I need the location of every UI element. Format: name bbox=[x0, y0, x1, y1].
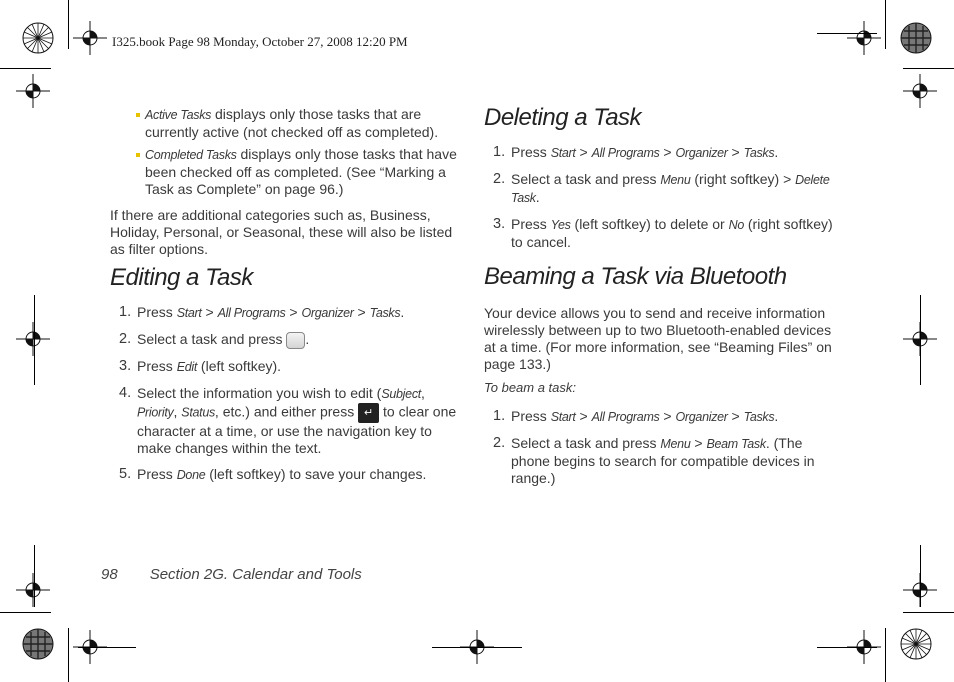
registration-mark-icon bbox=[16, 322, 50, 356]
menu-term: Priority bbox=[137, 405, 174, 420]
step-number: 5. bbox=[119, 465, 132, 482]
registration-mark-icon bbox=[847, 21, 881, 55]
menu-term: Subject bbox=[381, 386, 421, 401]
ok-key-icon bbox=[286, 332, 305, 349]
step-number: 3. bbox=[119, 357, 132, 374]
bullet-square-icon bbox=[136, 153, 140, 157]
step-text: . bbox=[774, 408, 779, 424]
step bbox=[484, 408, 836, 426]
menu-term: Beam Task bbox=[706, 437, 766, 451]
step-number: 2. bbox=[119, 331, 132, 347]
step-text: Press bbox=[137, 357, 177, 374]
step bbox=[484, 216, 836, 251]
menu-term: Edit bbox=[176, 359, 198, 374]
page-footer bbox=[101, 566, 362, 583]
step-text: . bbox=[535, 189, 540, 205]
step-text: (right softkey) to cancel. bbox=[511, 216, 833, 250]
bullet-completed-tasks bbox=[110, 146, 460, 198]
menu-term: Menu bbox=[660, 437, 691, 451]
step-text: Select the information you wish to edit ( bbox=[137, 384, 382, 401]
separator: > bbox=[659, 408, 676, 424]
crop-mark bbox=[885, 0, 886, 49]
menu-term: Organizer bbox=[675, 146, 728, 160]
step bbox=[110, 385, 460, 457]
left-column bbox=[110, 106, 460, 493]
step bbox=[484, 171, 836, 207]
crop-mark bbox=[0, 68, 51, 69]
step-text: Press bbox=[137, 304, 177, 320]
step-text: , etc.) and either press bbox=[214, 403, 359, 420]
bullet-text: displays only those tasks that have been checked off as completed. (See “Marking a Task as Complete” on page 96.) bbox=[145, 146, 457, 197]
step bbox=[110, 358, 460, 376]
heading-editing-task: Editing a Task bbox=[110, 264, 253, 291]
page-number: 98 bbox=[101, 566, 118, 583]
menu-term: Organizer bbox=[301, 306, 354, 320]
step-text: Press bbox=[137, 465, 177, 482]
bullet-text: displays only those tasks that are currently active (not checked off as completed). bbox=[145, 106, 439, 140]
step bbox=[484, 435, 836, 487]
step-number: 3. bbox=[493, 216, 506, 232]
heading-deleting-task: Deleting a Task bbox=[484, 104, 642, 131]
step-text: Press bbox=[511, 408, 551, 424]
density-patch-icon bbox=[22, 628, 54, 660]
procedure-subhead: To beam a task: bbox=[484, 380, 577, 395]
step-text: , bbox=[173, 403, 182, 420]
separator: > bbox=[659, 144, 676, 160]
step-text: Select a task and press bbox=[511, 435, 661, 451]
step-text: (left softkey) to save your changes. bbox=[205, 465, 427, 482]
separator: > bbox=[727, 144, 744, 160]
color-wheel-icon bbox=[22, 22, 54, 54]
step bbox=[110, 331, 460, 349]
step-text: (left softkey) to delete or bbox=[570, 216, 729, 232]
menu-term: All Programs bbox=[591, 410, 660, 424]
section-title: Section 2G. Calendar and Tools bbox=[149, 566, 362, 583]
menu-term: Status bbox=[181, 405, 215, 420]
step-number: 1. bbox=[493, 144, 506, 160]
density-patch-icon bbox=[900, 22, 932, 54]
step-number: 2. bbox=[493, 435, 506, 451]
menu-term: Delete Task bbox=[511, 173, 830, 205]
filter-paragraph: If there are additional categories such as, Business, Holiday, Personal, or Seasonal, these will also be listed as filter options. bbox=[110, 207, 453, 257]
step-text: . bbox=[400, 304, 405, 320]
menu-term: Done bbox=[176, 467, 206, 482]
step-number: 4. bbox=[119, 384, 132, 401]
step-text: , bbox=[420, 384, 425, 401]
menu-term: Menu bbox=[660, 173, 691, 187]
step-number: 1. bbox=[119, 304, 132, 320]
menu-term: All Programs bbox=[217, 306, 286, 320]
bluetooth-paragraph: Your device allows you to send and receive information wirelessly between up to two Bluetooth-enabled devices at a time. (For more information, see “Beaming Files” on page 133.) bbox=[484, 305, 832, 372]
menu-term: Tasks bbox=[369, 306, 401, 320]
menu-term: Tasks bbox=[743, 146, 775, 160]
crop-mark bbox=[432, 647, 522, 648]
step bbox=[484, 144, 836, 162]
separator: > bbox=[727, 408, 744, 424]
separator: > bbox=[575, 408, 592, 424]
step bbox=[110, 304, 460, 322]
separator: > bbox=[575, 144, 592, 160]
step-text: Select a task and press bbox=[137, 331, 287, 347]
step-text: . bbox=[774, 144, 779, 160]
heading-beaming-task: Beaming a Task via Bluetooth bbox=[484, 263, 787, 290]
step-text: . bbox=[305, 331, 310, 347]
editing-steps bbox=[110, 304, 460, 484]
color-wheel-icon bbox=[900, 628, 932, 660]
registration-mark-icon bbox=[73, 21, 107, 55]
separator: > bbox=[285, 304, 302, 320]
separator: > bbox=[353, 304, 370, 320]
crop-mark bbox=[885, 628, 886, 682]
step-text: . (The phone begins to search for compatible devices in range.) bbox=[511, 435, 815, 486]
crop-mark bbox=[34, 545, 35, 607]
menu-term: Yes bbox=[550, 218, 571, 232]
crop-mark bbox=[920, 295, 921, 385]
menu-term: No bbox=[728, 218, 744, 232]
crop-mark bbox=[903, 612, 954, 613]
step-text: Press bbox=[511, 216, 551, 232]
step-text: (right softkey) > bbox=[690, 171, 796, 187]
crop-mark bbox=[68, 0, 69, 49]
step-text: Select a task and press bbox=[511, 171, 661, 187]
crop-mark bbox=[817, 647, 877, 648]
beaming-steps bbox=[484, 408, 836, 487]
print-header: I325.book Page 98 Monday, October 27, 2008 12:20 PM bbox=[112, 34, 408, 49]
bullet-square-icon bbox=[136, 113, 140, 117]
registration-mark-icon bbox=[16, 74, 50, 108]
crop-mark bbox=[920, 545, 921, 607]
menu-term: Tasks bbox=[743, 410, 775, 424]
menu-term: All Programs bbox=[591, 146, 660, 160]
registration-mark-icon bbox=[16, 573, 50, 607]
right-column bbox=[484, 104, 836, 496]
step bbox=[110, 466, 460, 484]
deleting-steps bbox=[484, 144, 836, 251]
separator: > bbox=[690, 435, 707, 451]
step-text: Press bbox=[511, 144, 551, 160]
menu-term: Start bbox=[176, 306, 202, 320]
menu-term: Start bbox=[550, 410, 576, 424]
step-number: 2. bbox=[493, 171, 506, 187]
term: Completed Tasks bbox=[145, 148, 237, 162]
step-text: to clear one character at a time, or use the navigation key to make changes within the text. bbox=[137, 403, 457, 456]
crop-mark bbox=[34, 295, 35, 385]
registration-mark-icon bbox=[903, 74, 937, 108]
back-key-icon: ↵ bbox=[358, 403, 379, 423]
separator: > bbox=[201, 304, 218, 320]
crop-mark bbox=[78, 647, 136, 648]
crop-mark bbox=[0, 612, 51, 613]
crop-mark bbox=[903, 68, 954, 69]
crop-mark bbox=[68, 628, 69, 682]
menu-term: Organizer bbox=[675, 410, 728, 424]
step-text: (left softkey). bbox=[197, 357, 282, 374]
bullet-active-tasks bbox=[110, 106, 460, 141]
term: Active Tasks bbox=[145, 108, 212, 122]
step-number: 1. bbox=[493, 408, 506, 424]
crop-mark bbox=[817, 33, 877, 34]
menu-term: Start bbox=[550, 146, 576, 160]
